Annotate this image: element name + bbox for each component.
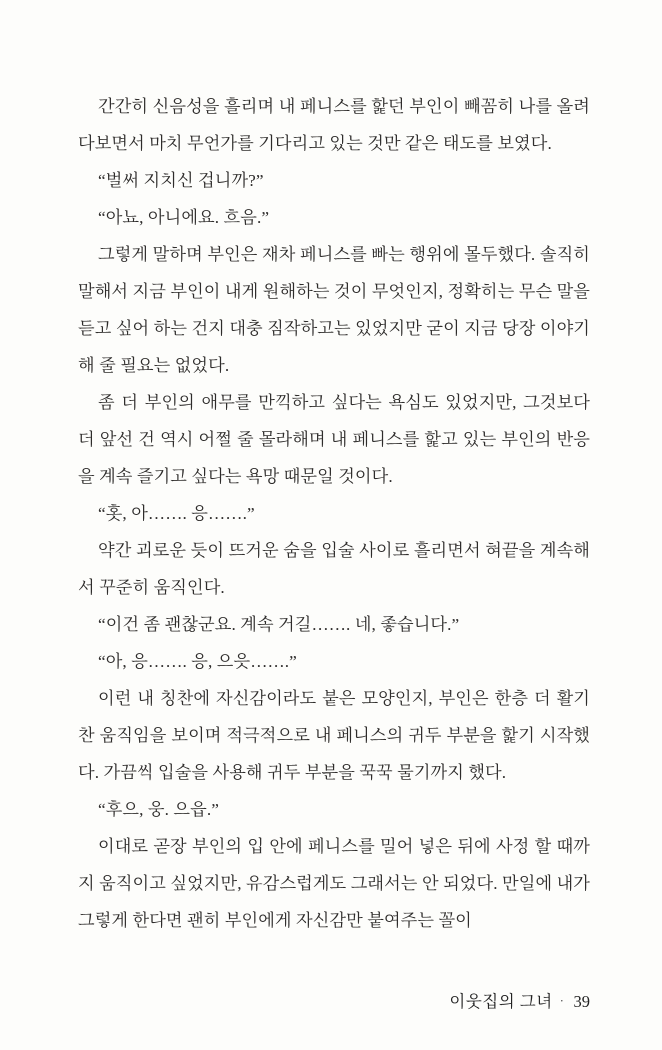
paragraph-dialog: “이건 좀 괜찮군요. 계속 거길……. 네, 좋습니다.” <box>98 615 460 634</box>
paragraph: 좀 더 부인의 애무를 만끽하고 싶다는 욕심도 있었지만, 그것보다 더 앞선 건 역시 어쩔 줄 몰라해며 내 페니스를 핥고 있는 부인의 반응을 계속 즐기고 싶다는 욕망 때문일 것이다. <box>78 393 590 486</box>
paragraph: 그렇게 말하며 부인은 재차 페니스를 빠는 행위에 몰두했다. 솔직히 말해서 지금 부인이 내게 원해하는 것이 무엇인지, 정확히는 무슨 말을 듣고 싶어 하는 건지 대충 짐작하고는 있었지만 굳이 지금 당장 이야기해 줄 필요는 없었다. <box>78 245 590 375</box>
page-number: 39 <box>573 992 590 1011</box>
paragraph-dialog: “홋, 아……. 응…….” <box>98 504 255 523</box>
footer-separator: · <box>559 993 565 1008</box>
paragraph: 간간히 신음성을 흘리며 내 페니스를 핥던 부인이 빼꼼히 나를 올려다보면서 마치 무언가를 기다리고 있는 것만 같은 태도를 보였다. <box>78 97 590 153</box>
paragraph: 이대로 곧장 부인의 입 안에 페니스를 밀어 넣은 뒤에 사정 할 때까지 움직이고 싶었지만, 유감스럽게도 그래서는 안 되었다. 만일에 내가 그렇게 한다면 괜히 부인에게 자신감만 붙여주는 꼴이 <box>78 837 590 930</box>
paragraph-dialog: “벌써 지치신 겁니까?” <box>98 171 264 190</box>
paragraph-dialog: “후으, 웅. 으읍.” <box>98 800 219 819</box>
paragraph: 이런 내 칭찬에 자신감이라도 붙은 모양인지, 부인은 한층 더 활기찬 움직임을 보이며 적극적으로 내 페니스의 귀두 부분을 핥기 시작했다. 가끔씩 입술을 사용해 귀두 부분을 꾹꾹 물기까지 했다. <box>78 689 590 782</box>
paragraph-dialog: “아, 응……. 응, 으읏…….” <box>98 652 297 671</box>
paragraph-dialog: “아뇨, 아니에요. 흐음.” <box>98 208 270 227</box>
running-title: 이웃집의 그녀 <box>449 992 553 1011</box>
page-body <box>78 88 590 939</box>
paragraph: 약간 괴로운 듯이 뜨거운 숨을 입술 사이로 흘리면서 혀끝을 계속해서 꾸준히 움직인다. <box>78 541 590 597</box>
page-footer <box>78 988 590 1012</box>
